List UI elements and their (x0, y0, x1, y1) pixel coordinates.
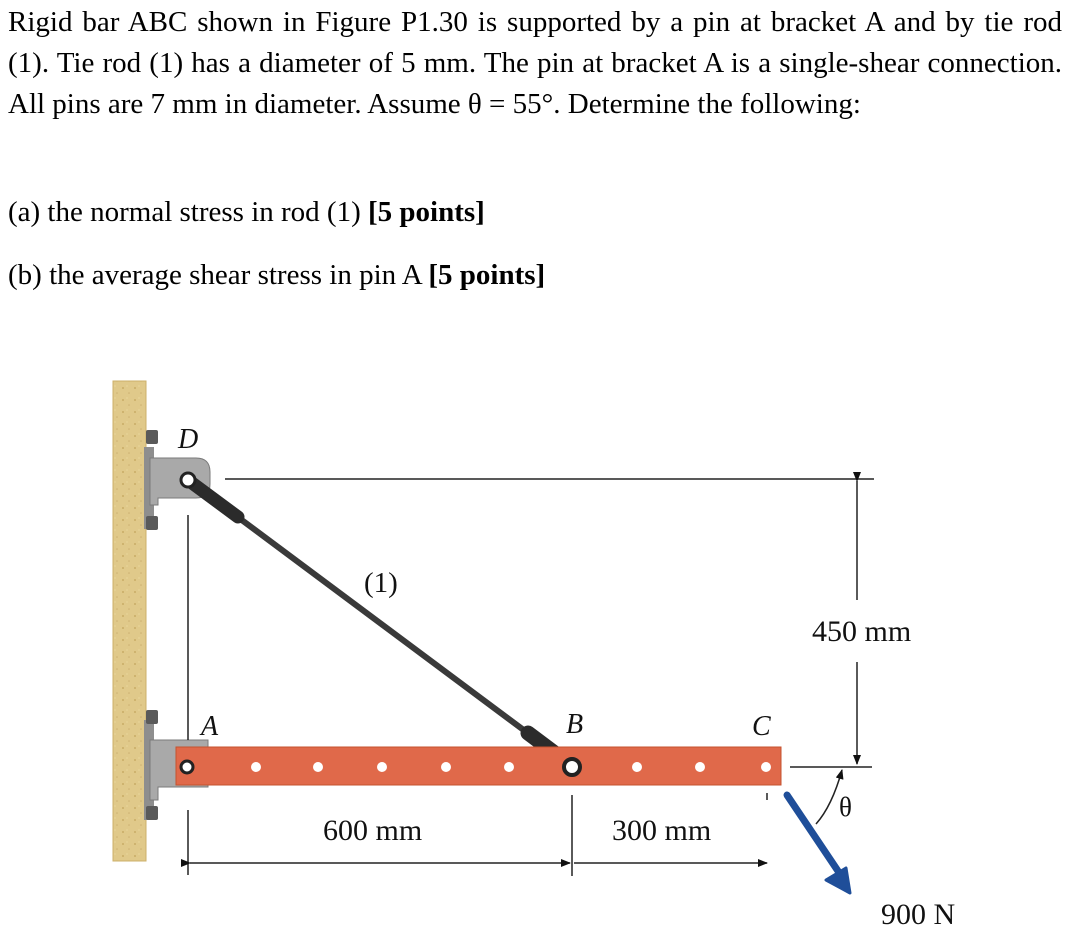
label-b: B (566, 709, 584, 740)
label-a: A (201, 711, 219, 742)
label-d: D (178, 424, 199, 455)
label-900n: 900 N (881, 898, 956, 931)
part-b-text: (b) the average shear stress in pin A (8, 259, 429, 291)
dimension-lines (188, 479, 874, 876)
label-300mm: 300 mm (612, 814, 712, 847)
label-theta: θ (839, 792, 852, 822)
bracket-d (144, 430, 210, 530)
wall (113, 381, 146, 861)
label-c: C (752, 711, 771, 742)
part-a-points: [5 points] (367, 196, 485, 228)
tie-rod-1 (188, 480, 572, 766)
label-600mm: 600 mm (323, 814, 423, 847)
part-a-text: (a) the normal stress in rod (1) (8, 196, 368, 228)
label-rod-1: (1) (364, 567, 398, 599)
pin-d (181, 473, 195, 487)
pin-a (181, 761, 193, 773)
rigid-bar-abc (176, 747, 781, 785)
pin-b (564, 759, 580, 775)
part-b-points: [5 points] (428, 259, 546, 291)
label-450mm: 450 mm (812, 615, 912, 648)
problem-text: Rigid bar ABC shown in Figure P1.30 is supported by a pin at bracket A and by tie rod (1). Tie rod (1) has a diameter of 5 mm. The pin at bracket A is a single-shear connection. All pins are 7 mm in diameter. Assume θ = 55°. Determine the following: (8, 6, 1062, 120)
